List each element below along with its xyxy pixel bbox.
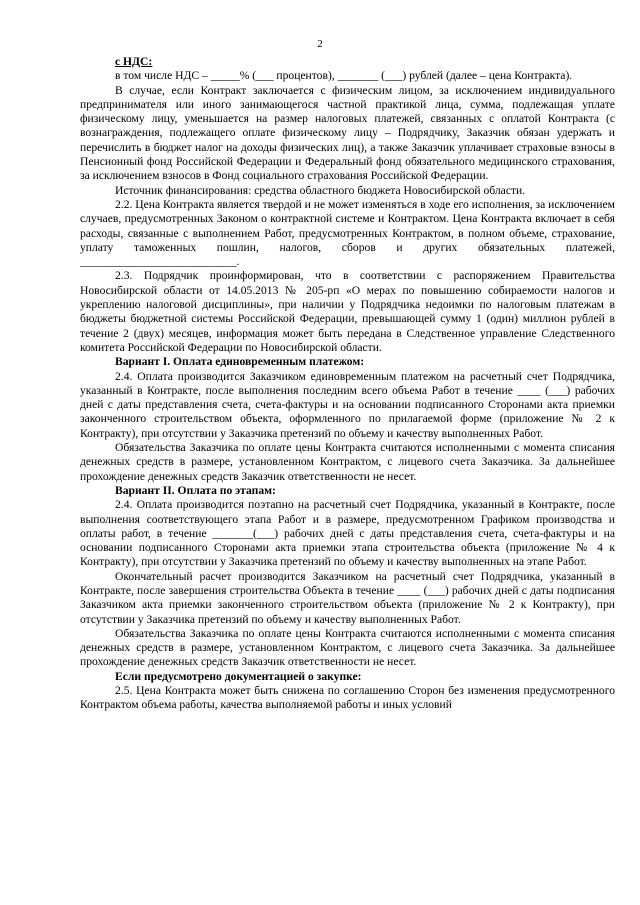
customer-obligations-paragraph-2: Обязательства Заказчика по оплате цены Контракта считаются исполненными с момента списания денежных средств в размере, установленном Контрактом, с лицевого счета Заказчика. За дальнейшее прохождение денежных средств Заказчик ответственности не несет. <box>80 626 615 669</box>
variant-1-heading: Вариант I. Оплата единовременным платежом: <box>115 355 365 369</box>
customer-obligations-paragraph-1: Обязательства Заказчика по оплате цены Контракта считаются исполненными с момента списания денежных средств в размере, установленном Контрактом, с лицевого счета Заказчика. За дальнейшее прохождение денежных средств Заказчик ответственности не несет. <box>80 441 615 483</box>
variant-2-heading: Вариант II. Оплата по этапам: <box>115 483 276 497</box>
clause-2-4-variant-1: 2.4. Оплата производится Заказчиком единовременным платежом на расчетный счет Подрядчика, указанный в Контракте, после выполнения последним всего объема Работ в течение ____ (___) рабочих дней с даты представления счета, счета-фактуры и на основании подписанного Сторонами акта приемки законченного строительством объекта, оформленного по прилагаемой форме (приложение № 2 к Контракту), при отсутствии у Заказчика претензий по объему и качеству выполненных Работ. <box>80 369 615 440</box>
clause-2-3: 2.3. Подрядчик проинформирован, что в соответствии с распоряжением Правительства Новосибирской области от 14.05.2013 № 205-рп «О мерах по повышению собираемости налогов и укреплению налоговой дисциплины», при наличии у Подрядчика недоимки по налоговым платежам в бюджеты бюджетной системы Российской Федерации, превышающей сумму 1 (один) миллион рублей в течение 2 (двух) месяцев, информация может быть передана в Следственное управление Следственного комитета Российской Федерации по Новосибирской области. <box>80 269 615 354</box>
clause-2-5: 2.5. Цена Контракта может быть снижена по соглашению Сторон без изменения предусмотренного Контрактом объема работы, качества выполняемой работы и иных условий <box>80 684 615 712</box>
vat-heading: с НДС: <box>115 55 153 68</box>
page-number: 2 <box>317 38 323 50</box>
clause-2-2: 2.2. Цена Контракта является твердой и не может изменяться в ходе его исполнения, за исключением случаев, предусмотренных Законом о контрактной системе и Контрактом. Цена Контракта включает в себя расходы, связанные с выполнением Работ, предусмотренных Контрактом, в полном объеме, страхование, уплату таможенных пошлин, налогов, сборов и других обязательных платежей, ___________________________. <box>80 197 615 269</box>
clause-2-4-variant-2: 2.4. Оплата производится поэтапно на расчетный счет Подрядчика, указанный в Контракте, после выполнения соответствующего этапа Работ и в размере, предусмотренном Графиком производства и оплаты работ, в течение _______(___) рабочих дней с даты представления счета, счета-фактуры и на основании подписанного Сторонами акта приемки этапа строительства объекта (приложение № 4 к Контракту), при отсутствии у Заказчика претензий по объему и качеству выполненных на этапе Работ. <box>80 498 615 569</box>
document-body <box>80 55 615 713</box>
final-settlement-paragraph: Окончательный расчет производится Заказчиком на расчетный счет Подрядчика, указанный в Контракте, после завершения строительства Объекта в течение ____ (___) рабочих дней с даты подписания Заказчиком акта приемки законченного строительством объекта (приложение № 2 к Контракту), при отсутствии у Заказчика претензий по объему и качеству выполненных Работ. <box>80 569 615 626</box>
procurement-condition-heading: Если предусмотрено документацией о закупке: <box>115 669 362 683</box>
vat-amount-paragraph: в том числе НДС – _____% (___ процентов), _______ (___) рублей (далее – цена Контракта). <box>115 69 573 83</box>
funding-source-paragraph: Источник финансирования: средства областного бюджета Новосибирской области. <box>115 183 526 197</box>
individual-tax-paragraph: В случае, если Контракт заключается с физическим лицом, за исключением индивидуального предпринимателя или иного занимающегося частной практикой лица, сумма, подлежащая уплате физическому лицу, уменьшается на размер налоговых платежей, связанных с оплатой Контракта (с вознаграждения, подлежащего оплате физическому лицу – Подрядчику, Заказчик обязан удержать и перечислить в бюджет налог на доходы физических лиц), а также Заказчик уплачивает страховые взносы в Пенсионный фонд Российской Федерации и Федеральный фонд обязательного медицинского страхования, за исключением взносов в Фонд социального страхования Российской Федерации. <box>80 83 615 183</box>
